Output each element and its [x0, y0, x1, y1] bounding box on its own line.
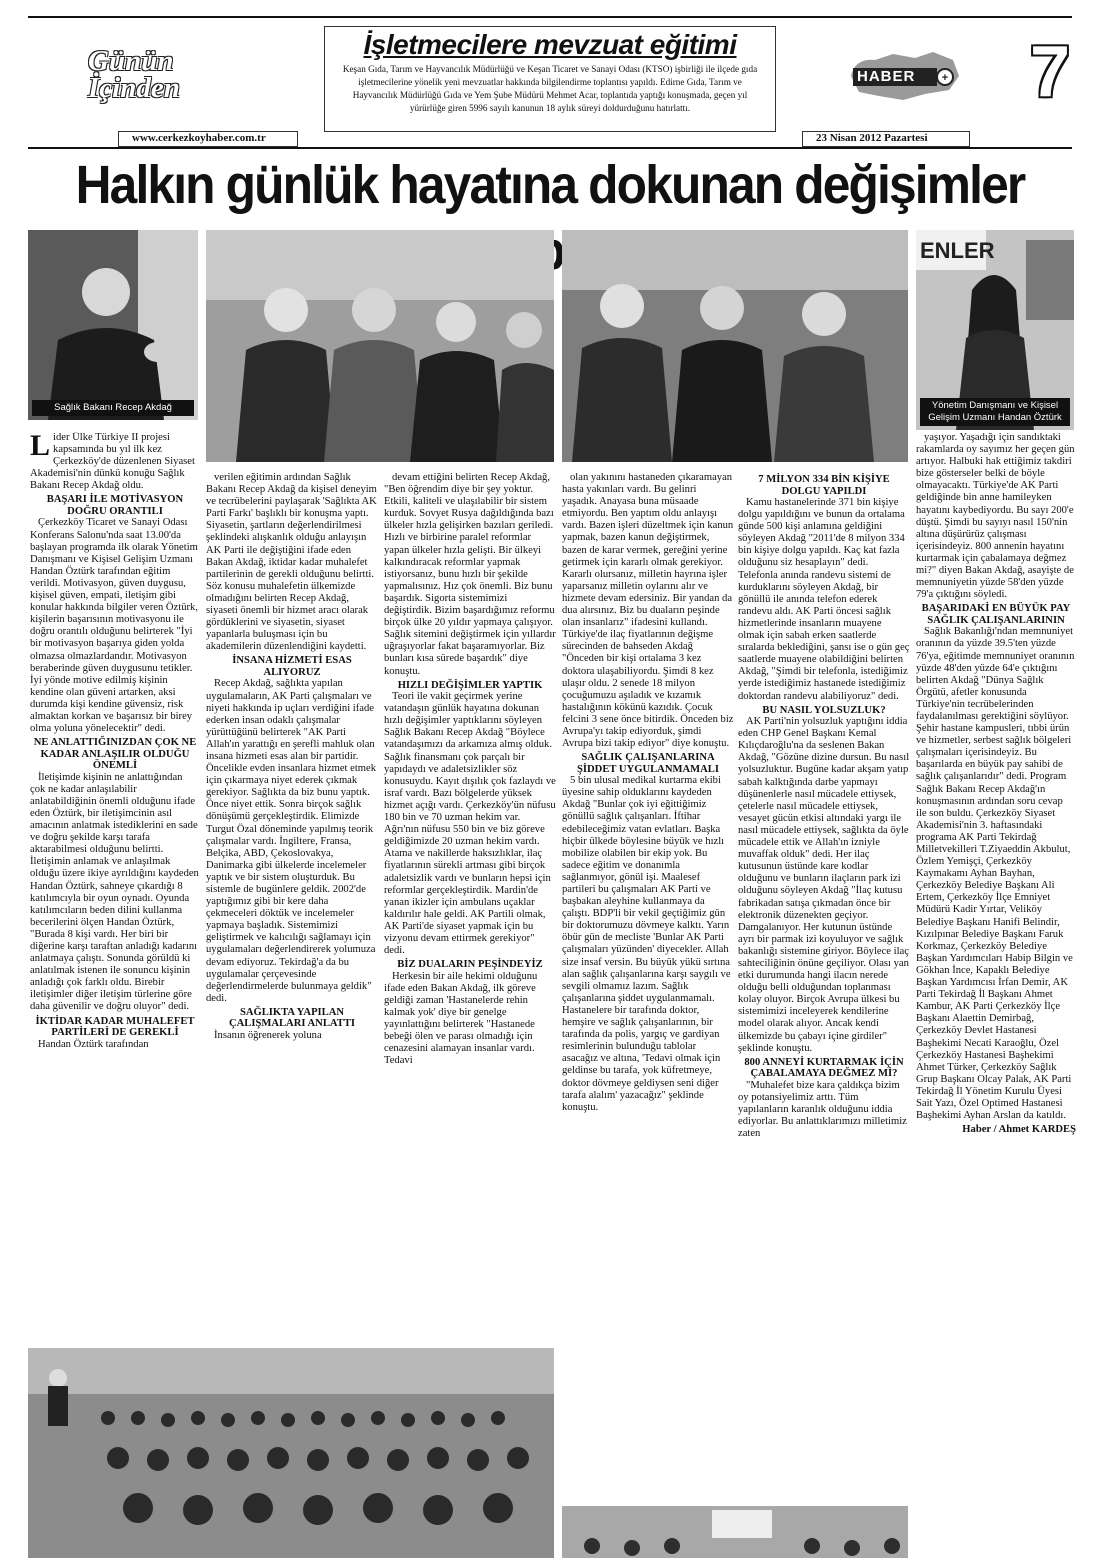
subheading: BU NASIL YOLSUZLUK?	[762, 704, 886, 716]
issue-date: 23 Nisan 2012 Pazartesi	[816, 132, 928, 144]
article-column-2	[206, 472, 378, 1342]
photo-conference-hall	[562, 1506, 908, 1558]
logo-text: HABER	[857, 68, 916, 85]
subheading: İKTİDAR KADAR MUHALEFET PARTİLERİ DE GEREKLİ	[35, 1015, 195, 1039]
paragraph: İletişimde kişinin ne anlattığından çok ne kadar anlaşılabilir anlatabildiğinin önemli olduğunu ifade eden Öztürk, bir iletişimcinin asıl amacının anlatmak istediklerini en sade ve doğru şekilde karşı tarafa aktarabilmesi olduğunu belirtti. İletişimin anlamak ve anlaşılmak olduğu üzere ikiye ayrıldığını kaydeden Handan Öztürk, sahneye çıkardığı 8 katılımcıyla bir oyun oynadı. Oyunda katılımcıların beden dilini kullanma becerilerini ölçen Handan Öztürk, "Burada 8 kişi vardı. Her biri bir diğerine karşı taraftan anladığı kadarını anlatmaya çalıştı. Sonunda görüldü ki anlatılmak istenen ile sonuncu kişinin anladığı çok farklı oldu. Birebir iletişimler diğer iletişim türlerine göre daha güvenilir ve doğru oluyor" dedi.	[30, 771, 199, 1013]
promo-box	[324, 26, 776, 132]
article-column-3	[384, 472, 556, 1342]
photo-welcome-2	[562, 230, 908, 462]
header-rule	[28, 147, 1072, 149]
promo-text: Keşan Gıda, Tarım ve Hayvancılık Müdürlüğü ve Keşan Ticaret ve Sanayi Odası (KTSO) işbirliği ile ilçede gıda işletmecilerine yönelik yeni mevzuatlar hakkında bilgilendirme toplantısı yapıldı. Edirne Gıda, Tarım ve Hayvancılık Müdürlüğü Gıda ve Yem Şube Müdürü Mehmet Acar, toplantıda yaptığı konuşmada, geçen yıl yürürlüğe giren 5996 sayılı kanunun 18 aylık süreyi doldurduğunu hatırlattı.	[342, 64, 758, 113]
paragraph: yaşıyor. Yaşadığı için sandıktaki rakamlarda oy sayımız her geçen gün artıyor. Halbuki hak ettiğimiz takdiri bize gösterseler belki de böyle olmayacaktı. Türkiye'de AK Parti geldiğinde bin anne hamileyken hayatını kaybediyordu. Bu sayı 200'e düştü. Şimdi bu sayıyı nasıl 150'nin altına düşürürüz çalışması içerisindeyiz. 800 annenin hayatını kurtarmak için çabalamaya değmez mi?" diyen Bakan Akdağ, asayişte de memnuniyetin yüzde 58'den yüzde 79'a çıktığını söyledi.	[916, 432, 1075, 601]
section-title-line2: İçinden	[88, 72, 180, 104]
section-title	[88, 45, 218, 104]
subheading: HIZLI DEĞİŞİMLER YAPTIK	[397, 679, 543, 691]
paragraph: verilen eğitimin ardından Sağlık Bakanı Recep Akdağ da kişisel deneyim ve tecrübelerini paylaşarak 'Sağlıkta AK Parti Farkı' başlıklı bir konuşma yaptı. Siyasetin, şartların değerlendirilmesi şeklindeki alışkanlık olduğu anlayışın AK Parti ile değiştiğini ifade eden Bakan Akdağ, iktidar kadar muhalefet partilerinin de gerekli olduğunu belirtti. Söz konusu muhalefetin ülkemizde olmadığını belirten Recep Akdağ, siyaseti önemli bir hizmet aracı olarak gördüklerini ve siyasetin, siyaset yapanlarla buluşması için bu akademilerin düzenlendiğini kaydetti.	[206, 472, 377, 653]
subheading: İNSANA HİZMETİ ESAS ALIYORUZ	[232, 655, 352, 678]
caption-minister: Sağlık Bakanı Recep Akdağ	[32, 400, 194, 416]
article-column-4	[562, 472, 734, 1502]
paragraph: Kamu hastanelerinde 371 bin kişiye dolgu yapıldığını ve bunun da ortalama günde 500 kişi anlamına geldiğini söyleyen Akdağ "2011'de 8 milyon 334 bin kişiye dolgu yapıldı. Kaç kat fazla olduğunu siz hesaplayın" dedi. Telefonla anında randevu sistemi de kurduklarını söyleyen Akdağ, bir gönüllü ile anında telefon ederek randevu aldı. AK Parti öncesi sağlık hizmetlerinde insanların muayene olmak için sabah erken saatlerde sıralarda beklediğini, şansı ise o gün geç saatlerde muayene olabildiğini belirten Akdağ, "Şimdi bir telefonla, istediğimiz yerde istediğimiz hastanede istediğimiz doktordan randevu alabiliyoruz" dedi.	[738, 497, 910, 702]
subheading: SAĞLIKTA YAPILAN ÇALIŞMALARI ANLATTI	[228, 1006, 356, 1030]
drop-cap: L	[30, 432, 51, 462]
article-column-1	[30, 432, 200, 1342]
photo-speaker-woman	[916, 230, 1074, 430]
page-number: 7	[1030, 32, 1071, 112]
article-column-6	[916, 432, 1076, 1372]
paragraph: Recep Akdağ, sağlıkta yapılan uygulamaların, AK Parti çalışmaları ve niyeti hakkında ip uçları verdiğini ifade ederken insan odaklı çalışmalar yürüttüğünü belirterek "AK Parti Allah'ın yarattığı en şerefli mahluk olan insana hizmeti esas alan bir partidir. Öncelikle evden insanlara hizmet etmek için çıkarmaya niyet ederek çıkmak gerekiyor. Sağlıkta da biz bunu yaptık. Önce niyet ettik. Sonra birçok sağlık dönüşümü gerçekleştirdik. Elimizde Turgut Özal döneminde yapılmış teorik çalışmalar vardı. İngiltere, Fransa, Belçika, ABD, Çekoslovakya, Danimarka gibi ülkelerde incelemeler yaptık ve bir sistem oluşturduk. Bu sistemle de bugünlere geldik. 2002'de yaptığımız gibi bir kere daha çekmeceleri döktük ve incelemeler yapmaya başladık. Sistemimizi geliştirmek ve kalıcılığı sağlamayı için uygulamaları değerlendirerek yolumuza devam ediyoruz. Tekirdağ'a da bu uygulamalar çerçevesinde değerlendirmelerde bulunmaya geldik" dedi.	[206, 678, 377, 1004]
website-url: www.cerkezkoyhaber.com.tr	[132, 132, 266, 144]
paragraph: Herkesin bir aile hekimi olduğunu ifade eden Bakan Akdağ, ilk göreve geldiği zaman 'Hastanelerde rehin kalmak yok' diye bir genelge yayınlattığını belirterek "Hastanede bebeği ölen ve parası olmadığı için cenazesini alamayan insanlar vardı. Tedavi	[384, 970, 538, 1067]
svg-text:+: +	[941, 72, 949, 84]
byline: Haber / Ahmet KARDEŞ	[962, 1124, 1076, 1136]
paragraph: devam ettiğini belirten Recep Akdağ, "Ben öğrendim diye bir şey yoktur. Etkili, kaliteli ve ulaşılabilir bir sistem kurduk. Sovyet Rusya dağıldığında bazı ülkeler hızla gelişirken bazıları geriledi. Hızlı ve birbirine paralel reformlar yapan ülkeler hızla gelişti. Bir ülkeyi kalkındıracak reformlar yapmak istiyorsanız, bunu hızlı bir şekilde yapmalısınız. Hız çok önemli. Biz bunu başardık. Sigorta sistemimizi değiştirdik. Bizim başardığımız reformu birçok ülke 20 yıldır yapmaya çalışıyor. Sağlık sitemini değiştirmek için yıllardır uğraşıyorlar fakat başaramıyorlar. Biz bunları kısa sürede başardık" diye konuştu.	[384, 472, 556, 677]
paragraph: Teori ile vakit geçirmek yerine vatandaşın günlük hayatına dokunan hızlı değişimler yaptıklarını söyleyen Sağlık Bakanı Recep Akdağ "Böylece vatandaşımızı da arkamıza almış olduk. Sağlık finansmanı çok parçalı bir yapıdaydı ve adaletsizlikler söz konusuydu. Kayıt dışılık çok fazlaydı ve israf vardı. Bazı bölgelerde yüksek hizmet açığı vardı. Çerkezköy'ün nüfusu 180 bin ve 70 uzman hekim var. Ağrı'nın nüfusu 550 bin ve biz göreve geldiğimizde 20 uzman hekim vardı. Atama ve nakillerde haksızlıklar, ilaç fiyatlarının sürekli artması gibi birçok adaletsizlik vardı ve bunların hepsi için reformlar gerçekleştirdik. Mardin'de yanan ikizler için ambulans uçaklar kaldırılır hale geldi. AK Partili olmak, AK Parti'de siyaset yapmak için bu vizyonu devam ettirmek gerekiyor" dedi.	[384, 691, 556, 957]
haber-logo	[845, 46, 963, 106]
subheading: BİZ DUALARIN PEŞİNDEYİZ	[397, 959, 543, 971]
subheading: NE ANLATTIĞINIZDAN ÇOK NE KADAR ANLAŞILIR OLDUĞU ÖNEMLİ	[33, 737, 197, 772]
svg-text:ENLER: ENLER	[920, 238, 995, 263]
paragraph: İnsanın öğrenerek yoluna	[214, 1029, 322, 1041]
paragraph: AK Parti'nin yolsuzluk yaptığını iddia eden CHP Genel Başkanı Kemal Kılıçdaroğlu'na da seslenen Bakan Akdağ, "Gözüne dizine dursun. Bu nasıl yolsuzluktur. Bugüne kadar akşam yatıp sabah kalktığında darbe yapmayı düşünenlerle nasıl mücadele ettiysek, çetelerle nasıl mücadele ettiysek, vesayet gücün etkisi altındaki yargı ile nasıl mücadele ettiysek, sağlıkta da öyle mücadele ettik ve Allah'ın izniyle muvaffak olduk" dedi. Her ilaç kutusunun üstünde kare kodlar olduğunu ve bunların ilaçların park izi olduğunu söyleyen Akdağ "İlaç kutusu fabrikadan satışa çıkmadan önce bir elektronik düzenekten geçiyor. Damgalanıyor. Her kutunun üstünde ayrı bir parmak izi koyuluyor ve sağlık bakanlığı sistemine giriyor. Böylece ilaç sahteciliğinin önüne geçiliyor. Olası yan etki durumunda hangi ilacın nerede olduğu belli olduğundan toplanması kolay oluyor. Birçok Avrupa ülkesi bu sistemimizi inceleyerek kendilerine model olarak alıyor. Ancak kendi ülkemizde bu çabayı içine girdiler" şeklinde konuştu.	[738, 716, 910, 1054]
subheading: 800 ANNEYİ KURTARMAK İÇİN ÇABALAMAYA DEĞMEZ Mİ?	[744, 1056, 904, 1080]
paragraph: "Muhalefet bize kara çaldıkça bizim oy potansiyelimiz arttı. Tüm yapılanların karanlık olduğunu iddia ediyorlar. Bu anlattıklarımızı milletimiz zaten	[738, 1079, 907, 1140]
section-title-line1: Günün	[88, 45, 174, 77]
article-column-5	[738, 472, 910, 1502]
paragraph: Çerkezköy Ticaret ve Sanayi Odası Konferans Salonu'nda saat 13.00'da başlayan programda ilk olarak Yönetim Danışmanı ve Kişisel Gelişim Uzmanı Handan Öztürk tarafından eğitim verildi. Motivasyon, güven duygusu, kişisel güven, empati, iletişim gibi konular hakkında bilgiler veren Öztürk, kişilerin başarısının motivasyonu ile doğru orantılı olduğunu belirterek "İyi bir motivasyon başarıya giden yolda olmazsa olmazlardandır. Motivasyon beraberinde güven duygusunu tetikler. İyi yönde motive edilmiş kişinin kendine olan güveni artarken, aksi durumda kişi kendine güvensiz, risk almaktan korkan ve başarısız bir birey olma yoluna yönelecektir" dedi.	[30, 517, 198, 735]
subheading: BAŞARI İLE MOTİVASYON DOĞRU ORANTILI	[46, 494, 184, 517]
caption-speaker: Yönetim Danışmanı ve Kişisel Gelişim Uzmanı Handan Öztürk	[920, 398, 1070, 426]
paragraph: Handan Öztürk tarafından	[38, 1038, 149, 1050]
subheading: SAĞLIK ÇALIŞANLARINA ŞİDDET UYGULANMAMALI	[577, 752, 719, 775]
paragraph: 5 bin ulusal medikal kurtarma ekibi üyesine sahip olduklarını kaydeden Akdağ "Bunlar çok iyi eğittiğimiz gönüllü sağlık çalışanları. İftihar edebileceğimiz vatan evlatları. Başka hiçbir ülkede böylesine büyük ve hızlı mobilize olabilen bir ekip yok. Bu sadece eğitim ve donanımla sağlanmıyor, gönül işi. Maalesef partileri bu çalışmaları AK Parti ve başbakan aleyhine kullanmaya da çalıştı. BDP'li bir vekil geçtiğimiz gün bir doktorumuzu dövmeye kalktı. Yarın öbür gün de mecliste 'Bunlar AK Parti çalışmaları yüzünden' diyecekler. Allah size insaf versin. Bu büyük yükü sırtına alan sağlık çalışanlarına karşı saygılı ve sevgili olmamız lazım. Sağlık çalışanlarına şiddet uygulanmamalı. Hastanelere bir tarafında doktor, hemşire ve sağlık çalışanlarının, bir tarafında da polis, yargıç ve gardiyan resimlerinin bulunduğu tablolar asacağız ve altına, 'Tedavi olmak için geldinse bu tarafa, yok küfretmeye, doktor dövmeye geldiysen seni diğer tarafa alalım' yazacağız" şeklinde konuştu.	[562, 775, 731, 1113]
subheading: 7 MİLYON 334 BİN KİŞİYE DOLGU YAPILDI	[758, 474, 890, 497]
subheading: BAŞARIDAKİ EN BÜYÜK PAY SAĞLIK ÇALIŞANLARININ	[921, 603, 1071, 626]
paragraph: olan yakınını hastaneden çıkaramayan hasta yakınları vardı. Bu gelinri yaşadık. Anayasa buna müsaade etmiyordu. Ben yaptım oldu anlayışı vardı. Bazen işleri düzeltmek için kanun yapmak, bazen kanun değiştirmek, bazen de karar vermek, gereğini yerine getirmek için kararlı olmak gerekiyor. Kararlı olursanız, milletin hayrına işler yaparsanız milletin oylarını alır ve hizmete devam edersiniz. Bir yandan da dua alırsınız. Biz bu duaların peşinde olan insanlarız" ifadesini kullandı. Türkiye'de ilaç fiyatlarının değişme sürecinden de bahseden Akdağ "Önceden bir kişi ortalama 3 kez doktora ulaşabiliyordu. Şimdi 8 kez ulaşır oldu. 2 senede 18 milyon çocuğumuzu aşıladık ve kızamık hastalığının kökünü kazıdık. Çocuk felcini 3 sene önce bitirdik. Önceden biz Avrupa'yı takip ediyorduk, şimdi Avrupa bizi takip ediyor" diye konuştu.	[562, 472, 734, 750]
paragraph-text: ider Ülke Türkiye II projesi kapsamında bu yıl ilk kez Çerkezköy'de düzenlenen Siyaset Akademisi'nin dünkü konuğu Sağlık Bakanı Recep Akdağ oldu.	[30, 432, 195, 492]
top-rule	[28, 16, 1072, 18]
paragraph: Sağlık Bakanlığı'ndan memnuniyet oranının da yüzde 39.5'ten yüzde 76'ya, eğitimde memnuniyet oranının yüzde 48'den yüzde 64'e çıktığını belirten Akdağ "Dünya Sağlık Örgütü, afetler konusunda Türkiye'nin tecrübelerinden faydalanılması gerektiğini söylüyor. Şehir hastane kampusleri, tıbbi ürün ve hizmetler, serbest sağlık bölgeleri çalışmaları içerisindeyiz. Bu başarılarda en büyük pay sahibi de sağlık çalışanlarıdır" dedi. Program Sağlık Bakanı Recep Akdağ'ın konuşmasının ardından soru cevap ile son buldu. Çerkezköy Siyaset Akademisi'nin 3. haftasındaki programa AK Parti Tekirdağ Milletvekilleri T.Ziyaeddin Akbulut, Özlem Yemişçi, Çerkezköy Kaymakamı Ayhan Bayhan, Çerkezköy Belediye Başkanı Ali Ertem, Çerkezköy İlçe Emniyet Müdürü Kadir Yırtar, Veliköy Belediye Başkanı Hanifi Belindir, Kızılpınar Belediye Başkanı Faruk Korkmaz, Çerkezköy Belediye Başkan Yardımcıları Habip Bilgin ve Gökhan İnce, Kapaklı Belediye Başkan Yardımcısı İrfan Demir, AK Parti Tekirdağ İl Başkanı Ahmet Kambur, AK Parti Çerkezköy İlçe Başkanı Alaettin Demirbağ, Çerkezköy Devlet Hastanesi Başhekimi Necati Karaoğlu, Özel Çerkezköy Hastanesi Başhekimi Ahmet Türker, Çerkezköy Sağlık Grup Başkanı Olcay Palak, AK Parti Tekirdağ İl Yönetim Kurulu Üyesi Sait Yazı, Özel Optimed Hastanesi Başhekimi Ayhan Arslan da katıldı.	[916, 626, 1075, 1122]
photo-audience	[28, 1348, 554, 1558]
promo-title: İşletmecilere mevzuat eğitimi	[363, 29, 737, 60]
photo-welcome-1	[206, 230, 554, 462]
paragraph	[30, 432, 200, 492]
photo-minister	[28, 230, 198, 420]
headline: Halkın günlük hayatına dokunan değişimler	[75, 155, 1025, 215]
